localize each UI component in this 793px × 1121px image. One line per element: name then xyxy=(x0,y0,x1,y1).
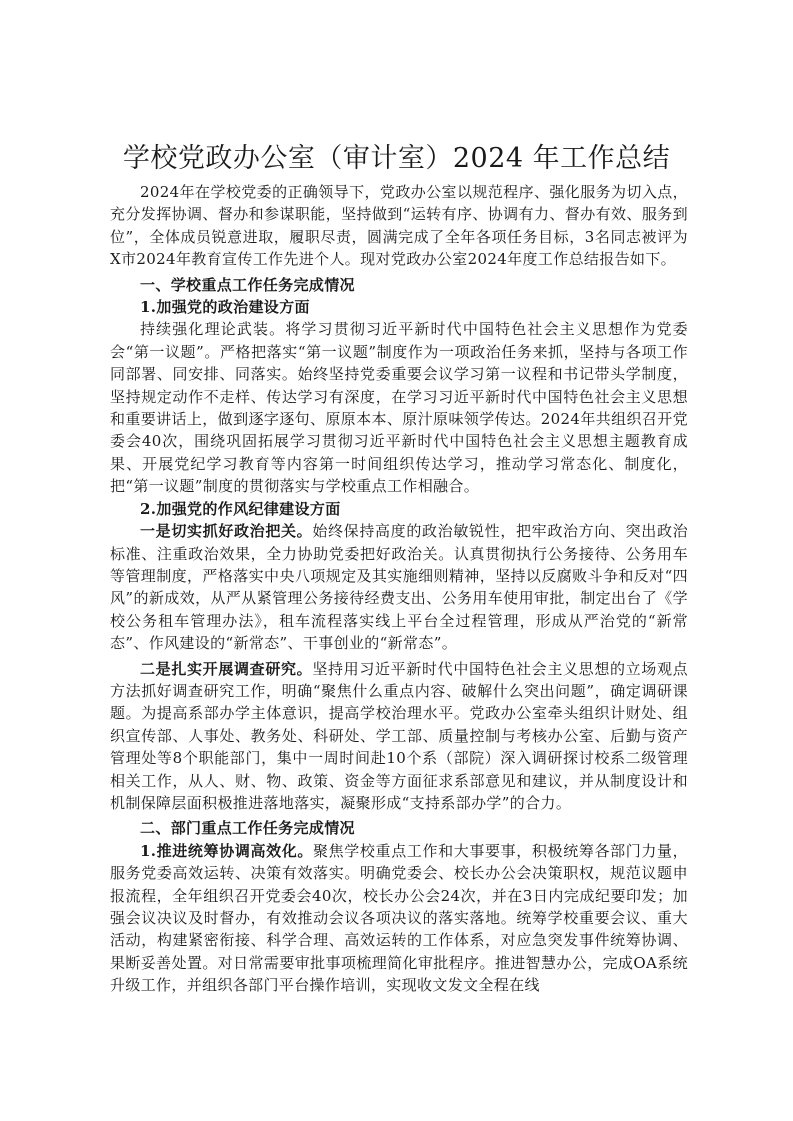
paragraph-text: 聚焦学校重点工作和大事要事，积极统筹各部门力量，服务党委高效运转、决策有效落实。明确党委会、校长办公会决策职权，规范议题申报流程，全年组织召开党委会40次，校长办公会24次，并在3日内完成纪要印发；加强会议决议及时督办，有效推动会议各项决议的落实落地。统筹学校重要会议、重大活动，构建紧密衔接、科学合理、高效运转的工作体系，对应急突发事件统筹协调、果断妥善处置。对日常需要审批事项梳理简化审批程序。推进智慧办公，完成OA系统升级工作，并组织各部门平台操作培训，实现收文发文全程在线 xyxy=(110,841,688,995)
paragraph-lead-bold: 二是扎实开展调查研究。 xyxy=(140,659,313,678)
section1-sub1-heading: 1.加强党的政治建设方面 xyxy=(140,298,310,317)
section1-sub1-paragraph: 持续强化理论武装。将学习贯彻习近平新时代中国特色社会主义思想作为党委会“第一议题”。严格把落实“第一议题”制度作为一项政治任务来抓，坚持与各项工作同部署、同安排、同落实。始终坚持党委重要会议学习第一议程和书记带头学制度，坚持规定动作不走样、传达学习有深度，在学习习近平新时代中国特色社会主义思想和重要讲话上，做到逐字逐句、原原本本、原汁原味领学传达。2024年共组织召开党委会40次，围绕巩固拓展学习贯彻习近平新时代中国特色社会主义思想主题教育成果、开展党纪学习教育等内容第一时间组织传达学习，推动学习常态化、制度化，把“第一议题”制度的贯彻落实与学校重点工作相融合。 xyxy=(110,320,688,496)
section1-heading: 一、学校重点工作任务完成情况 xyxy=(140,275,355,294)
section1-sub2-heading: 2.加强党的作风纪律建设方面 xyxy=(140,499,341,518)
paragraph-text: 坚持用习近平新时代中国特色社会主义思想的立场观点方法抓好调查研究工作，明确“聚焦什么重点内容、破解什么突出问题”，确定调研课题。为提高系部办学主体意识，提高学校治理水平。党政办公室牵头组织计财处、组织宣传部、人事处、教务处、科研处、学工部、质量控制与考核办公室、后勤与资产管理处等8个职能部门，集中一周时间赴10个系（部院）深入调研探讨校系二级管理相关工作，从人、财、物、政策、资金等方面征求系部意见和建议，并从制度设计和机制保障层面积极推进落地落实，凝聚形成“支持系部办学”的合力。 xyxy=(110,659,688,812)
paragraph-lead-bold: 1.推进统筹协调高效化。 xyxy=(140,841,314,860)
section1-sub2-paragraph-1 xyxy=(110,520,688,654)
document-title: 学校党政办公室（审计室）2024 年工作总结 xyxy=(122,143,671,174)
paragraph-lead-bold: 一是切实抓好政治把关。 xyxy=(140,522,313,541)
section2-paragraph-1 xyxy=(110,840,688,997)
section1-sub2-paragraph-2 xyxy=(110,658,688,815)
document-body xyxy=(110,181,688,997)
intro-paragraph: 2024年在学校党委的正确领导下，党政办公室以规范程序、强化服务为切入点，充分发挥协调、督办和参谋职能，坚持做到“运转有序、协调有力、督办有效、服务到位”，全体成员锐意进取，履职尽责，圆满完成了全年各项任务目标，3名同志被评为X市2024年教育宣传工作先进个人。现对党政办公室2024年度工作总结报告如下。 xyxy=(110,183,688,269)
section2-heading: 二、部门重点工作任务完成情况 xyxy=(140,819,355,838)
paragraph-text: 始终保持高度的政治敏锐性，把牢政治方向、突出政治标准、注重政治效果，全力协助党委把好政治关。认真贯彻执行公务接待、公务用车等管理制度，严格落实中央八项规定及其实施细则精神，坚持以反腐败斗争和反对“四风”的新成效，从严从紧管理公务接待经费支出、公务用车使用审批，制定出台了《学校公务租车管理办法》，租车流程落实线上平台全过程管理，形成从严治党的“新常态”、作风建设的“新常态”、干事创业的“新常态”。 xyxy=(110,522,688,653)
